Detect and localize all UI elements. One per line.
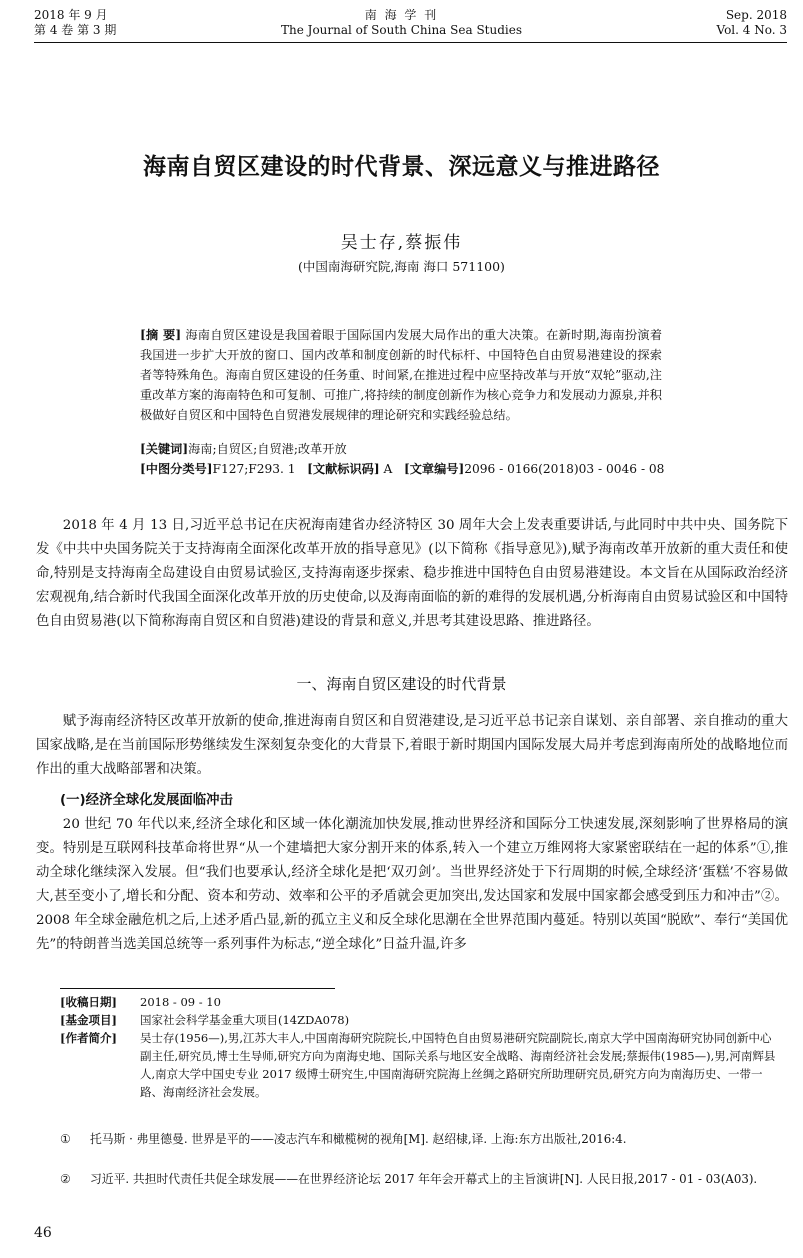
author-affiliation: (中国南海研究院,海南 海口 571100) — [298, 259, 505, 274]
keywords-text: 海南;自贸区;自贸港;改革开放 — [188, 442, 347, 456]
received-date: [收稿日期] 2018 - 09 - 10 — [60, 995, 221, 1009]
article-number-label: [文章编号] — [403, 462, 465, 476]
header-center — [0, 8, 803, 38]
classification-line — [140, 459, 700, 479]
journal-name-en: The Journal of South China Sea Studies — [281, 23, 522, 37]
article-title: 海南自贸区建设的时代背景、深远意义与推进路径 — [143, 154, 660, 180]
abstract-label: [摘 要] — [140, 328, 182, 342]
footnote-meta — [60, 993, 782, 1101]
footnote-1-text: 托马斯 · 弗里德曼. 世界是平的——凌志汽车和橄榄树的视角[M]. 赵绍棣,译. 上海:东方出版社,2016:4. — [90, 1132, 627, 1146]
article-authors: 吴士存,蔡振伟 — [340, 233, 463, 253]
footnote-2-number: ② — [60, 1172, 71, 1186]
footnote-2-text: 习近平. 共担时代责任共促全球发展——在世界经济论坛 2017 年年会开幕式上的主旨演讲[N]. 人民日报,2017 - 01 - 03(A03). — [90, 1172, 758, 1186]
header-volume: 第 4 卷 第 3 期 — [34, 23, 117, 37]
header-rule — [34, 42, 787, 43]
keywords-line — [140, 439, 700, 459]
intro-paragraph: 2018 年 4 月 13 日,习近平总书记在庆祝海南建省办经济特区 30 周年大会上发表重要讲话,与此同时中共中央、国务院下发《中共中央国务院关于支持海南全面深化改革开放的指导意见》(以下简称《指导意见》),赋予海南改革开放新的重大责任和使命,特别是支持海南全岛建设自由贸易试验区,支持海南逐步探索、稳步推进中国特色自由贸易港建设。本文旨在从国际政治经济宏观视角,结合新时代我国全面深化改革开放的历史使命,以及海南面临的新的难得的发展机遇,分析海南自由贸易试验区和中国特色自由贸易港(以下简称海南自贸区和自贸港)建设的背景和意义,并思考其建设思路、推进路径。 — [36, 518, 788, 629]
journal-name-cn: 南 海 学 刊 — [364, 8, 439, 22]
subsection-1-paragraph: 20 世纪 70 年代以来,经济全球化和区域一体化潮流加快发展,推动世界经济和国际分工快速发展,深刻影响了世界格局的演变。特别是互联网科技革命将世界“从一个建墙把大家分割开来的体系,转入一个建立万维网将大家紧密联结在一起的体系”①,推动全球化继续深入发展。但“我们也要承认,经济全球化是把‘双刃剑’。当世界经济处于下行周期的时候,全球经济‘蛋糕’不容易做大,甚至变小了,增长和分配、资本和劳动、效率和公平的矛盾就会更加突出,发达国家和发展中国家都会感受到压力和冲击”②。2008 年全球金融危机之后,上述矛盾凸显,新的孤立主义和反全球化思潮在全世界范围内蔓延。特别以英国“脱欧”、奉行“美国优先”的特朗普当选美国总统等一系列事件为标志,“逆全球化”日益升温,许多 — [36, 817, 788, 952]
footnote-2 — [60, 1170, 782, 1188]
header-date-en: Sep. 2018 — [725, 8, 787, 22]
subsection-1-heading: (一)经济全球化发展面临冲击 — [60, 793, 233, 808]
header-right — [717, 8, 787, 38]
fund-project: [基金项目] 国家社会科学基金重大项目(14ZDA078) — [60, 1013, 350, 1027]
page-number: 46 — [34, 1225, 52, 1241]
header-volume-en: Vol. 4 No. 3 — [716, 23, 787, 37]
section-1-heading: 一、海南自贸区建设的时代背景 — [296, 675, 507, 693]
footnote-1-number: ① — [60, 1132, 71, 1146]
article-number-value: 2096 - 0166(2018)03 - 0046 - 08 — [464, 462, 665, 476]
keywords-label: [关键词] — [140, 442, 189, 456]
section-1-paragraph: 赋予海南经济特区改革开放新的使命,推进海南自贸区和自贸港建设,是习近平总书记亲自谋划、亲自部署、亲自推动的重大国家战略,是在当前国际形势继续发生深刻复杂变化的大背景下,着眼于新时期国内国际发展大局并考虑到海南所处的战略地位而作出的重大战略部署和决策。 — [36, 714, 788, 777]
header-date: 2018 年 9 月 — [34, 8, 108, 22]
clc-label: [中图分类号] — [140, 462, 213, 476]
clc-value: F127;F293. 1 — [212, 462, 296, 476]
author-bio: [作者简介] 吴士存(1956—),男,江苏大丰人,中国南海研究院院长,中国特色自由贸易港研究院副院长,南京大学中国南海研究协同创新中心副主任,研究员,博士生导师,研究方向为南海史地、国际关系与地区安全战略、海南经济社会发展;蔡振伟(1985—),男,河南辉县人,南京大学中国史专业 2017 级博士研究生,中国南海研究院海上丝绸之路研究所助理研究员,研究方向为南海历史、一带一路、海南经济社会发展。 — [60, 1031, 776, 1099]
footnote-rule — [60, 988, 335, 989]
footnote-1 — [60, 1130, 782, 1148]
doc-code-label: [文献标识码] — [307, 462, 380, 476]
abstract — [140, 325, 662, 425]
abstract-text: 海南自贸区建设是我国着眼于国际国内发展大局作出的重大决策。在新时期,海南扮演着我国进一步扩大开放的窗口、国内改革和制度创新的时代标杆、中国特色自由贸易港建设的探索者等特殊角色。海南自贸区建设的任务重、时间紧,在推进过程中应坚持改革与开放“双轮”驱动,注重改革方案的海南特色和可复制、可推广,将持续的制度创新作为核心竞争力和发展动力源泉,并积极做好自贸区和中国特色自贸港发展规律的理论研究和实践经验总结。 — [140, 328, 663, 422]
doc-code-value: A — [383, 462, 393, 476]
